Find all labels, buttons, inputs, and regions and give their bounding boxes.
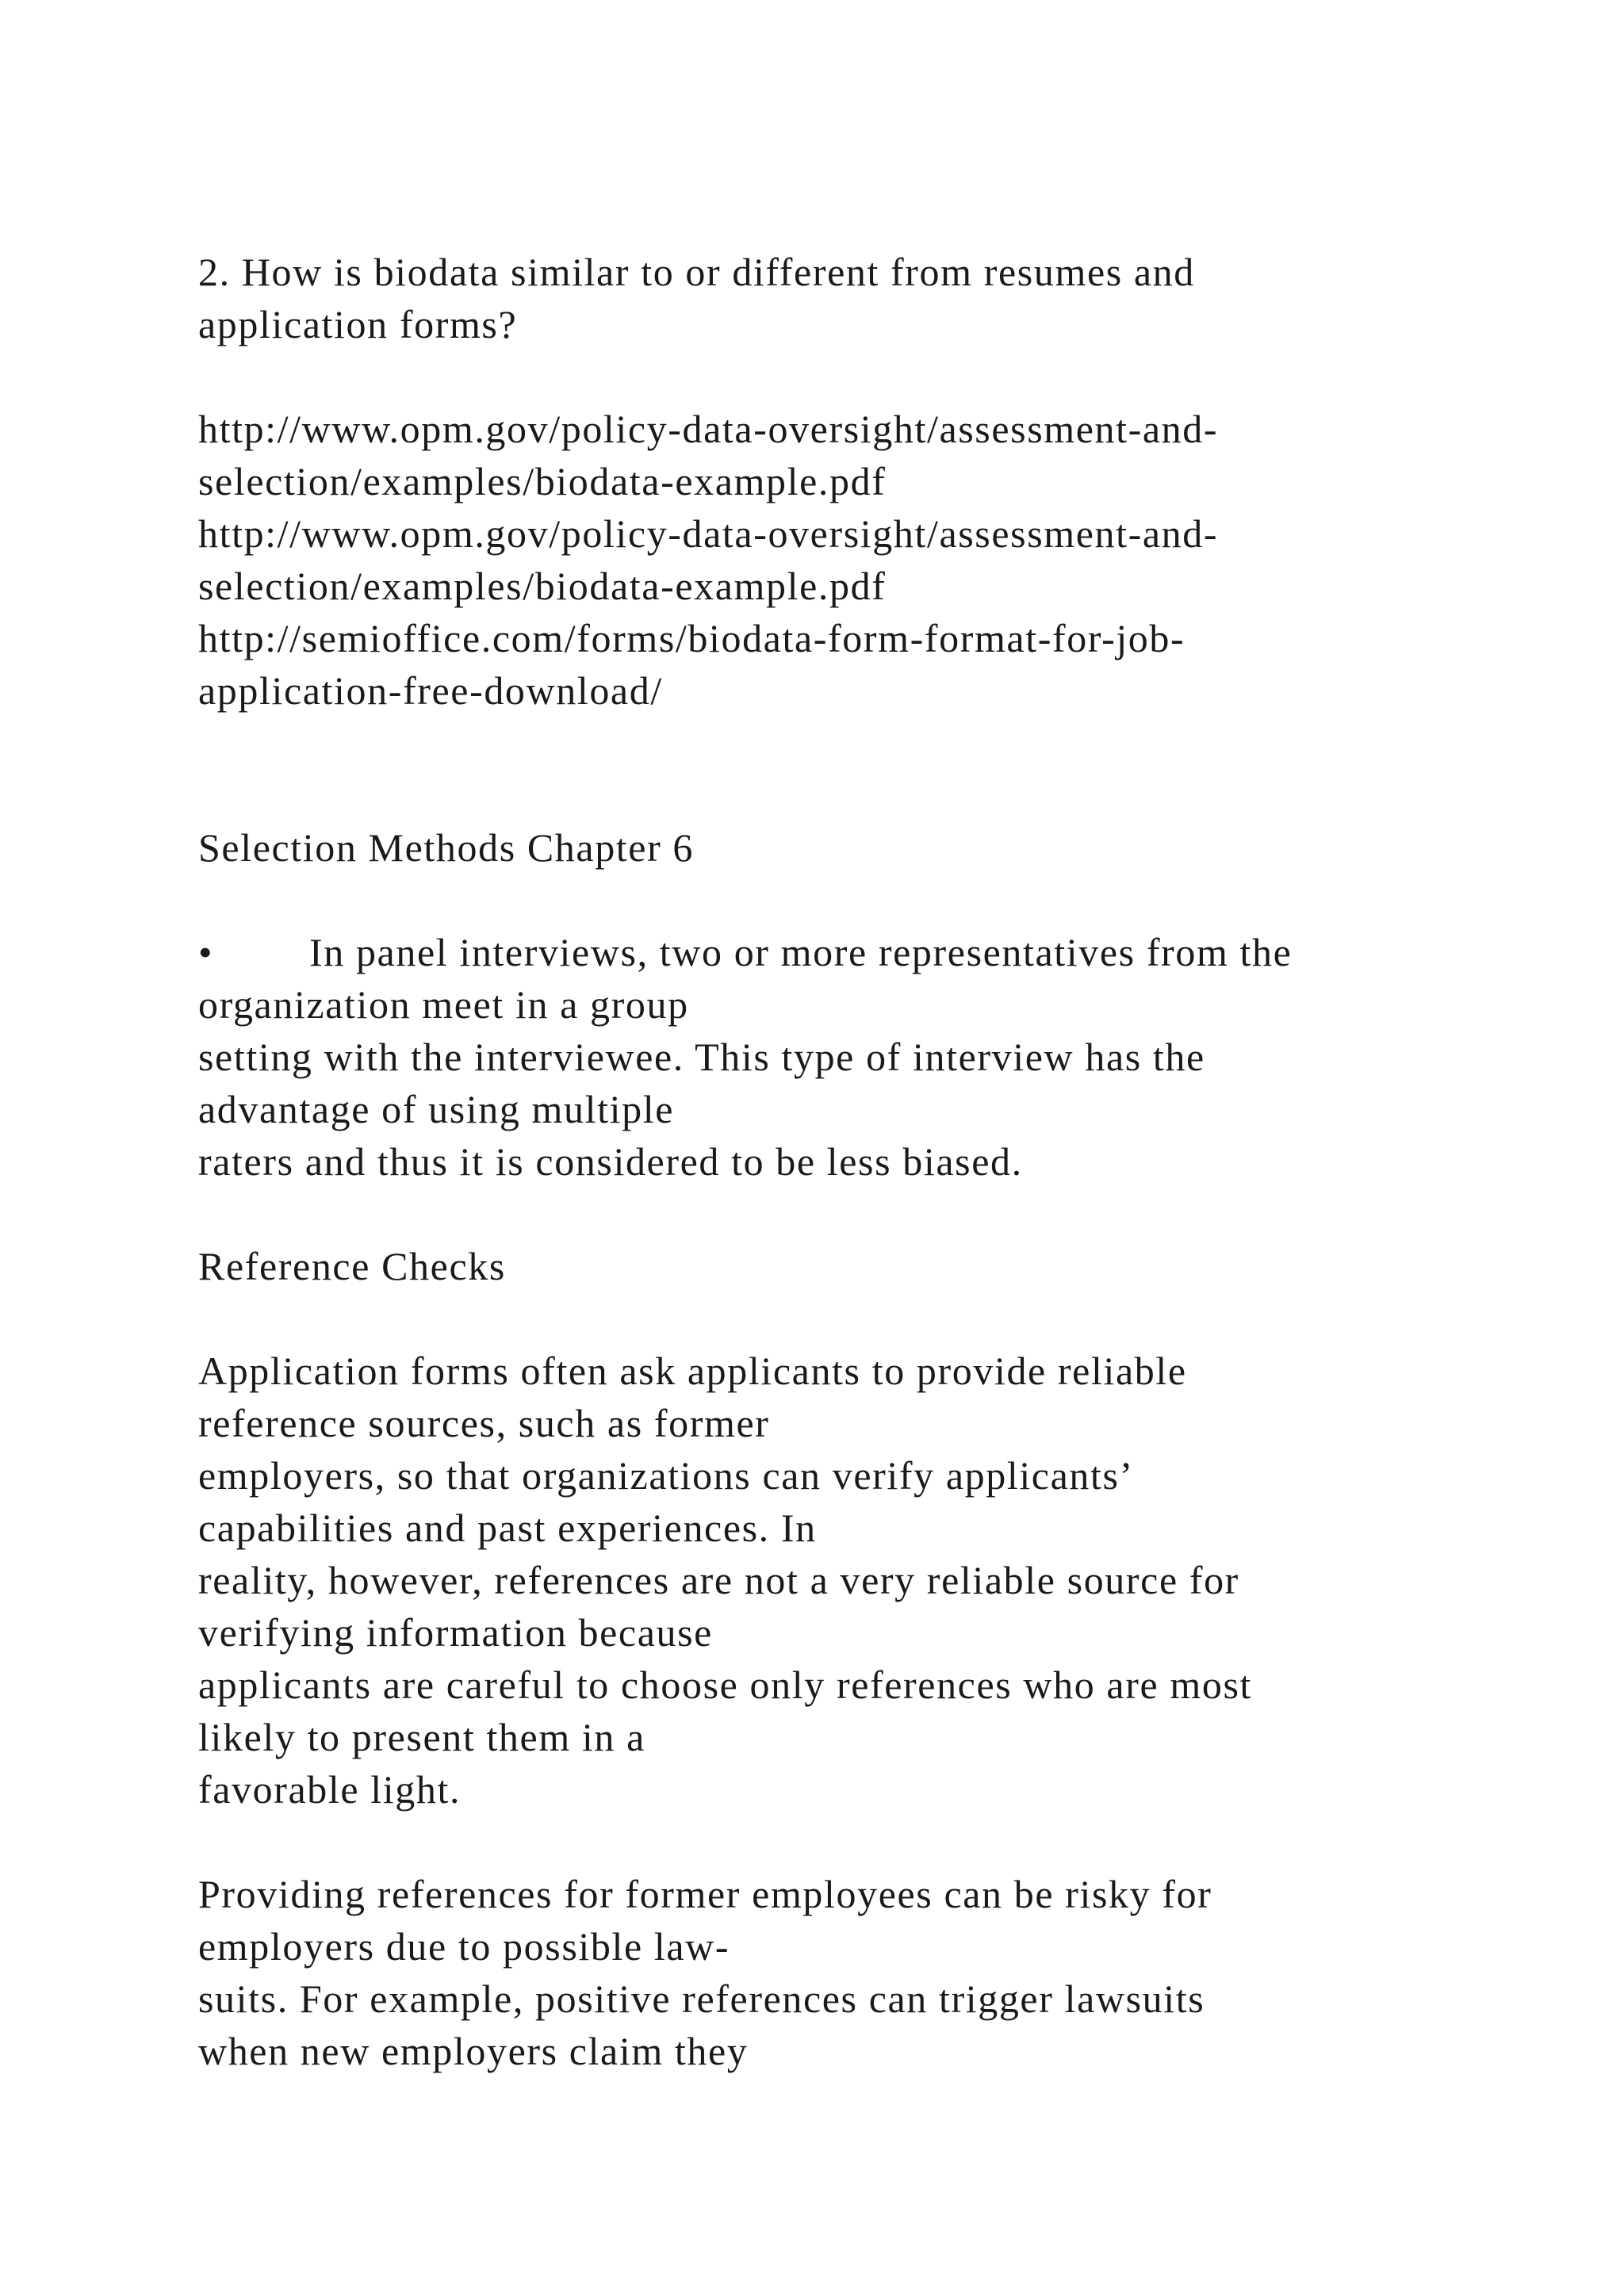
question-paragraph	[198, 246, 1546, 350]
bullet-line: advantage of using multiple	[198, 1087, 675, 1131]
bullet-line: raters and thus it is considered to be less biased.	[198, 1139, 1023, 1184]
bullet-first-line	[198, 926, 1546, 978]
paragraph-line: employers due to possible law-	[198, 1924, 730, 1969]
reference-checks-heading: Reference Checks	[198, 1244, 506, 1288]
paragraph-line: Providing references for former employees can be risky for	[198, 1872, 1212, 1916]
link-line: selection/examples/biodata-example.pdf	[198, 459, 887, 503]
link-line: selection/examples/biodata-example.pdf	[198, 564, 887, 608]
document-page	[198, 246, 1546, 2077]
bullet-mark: •	[198, 930, 214, 974]
paragraph-line: verifying information because	[198, 1610, 713, 1655]
question-line: application forms?	[198, 302, 518, 346]
bullet-line: organization meet in a group	[198, 982, 689, 1027]
paragraph-line: suits. For example, positive references can trigger lawsuits	[198, 1976, 1205, 2021]
reference-paragraph-1	[198, 1345, 1546, 1816]
link-line: http://www.opm.gov/policy-data-oversight/assessment-and-	[198, 407, 1219, 451]
section-title: Selection Methods Chapter 6	[198, 825, 695, 870]
link-line: http://www.opm.gov/policy-data-oversight/assessment-and-	[198, 511, 1219, 556]
bullet-text: In panel interviews, two or more representatives from the	[309, 930, 1293, 974]
paragraph-line: favorable light.	[198, 1767, 462, 1812]
paragraph-line: reference sources, such as former	[198, 1401, 770, 1445]
bullet-line: setting with the interviewee. This type of interview has the	[198, 1035, 1205, 1079]
paragraph-line: reality, however, references are not a very reliable source for	[198, 1558, 1239, 1602]
paragraph-line: employers, so that organizations can verify applicants’	[198, 1453, 1134, 1498]
paragraph-line: applicants are careful to choose only references who are most	[198, 1663, 1252, 1707]
question-line: 2. How is biodata similar to or different from resumes and	[198, 250, 1195, 294]
link-list	[198, 403, 1546, 717]
link-line: application-free-download/	[198, 668, 663, 713]
paragraph-line: Application forms often ask applicants to provide reliable	[198, 1349, 1187, 1393]
reference-paragraph-2	[198, 1868, 1546, 2077]
link-line: http://semioffice.com/forms/biodata-form-format-for-job-	[198, 616, 1185, 660]
paragraph-line: likely to present them in a	[198, 1715, 645, 1759]
paragraph-line: capabilities and past experiences. In	[198, 1506, 817, 1550]
paragraph-line: when new employers claim they	[198, 2029, 749, 2073]
bullet-paragraph	[198, 926, 1546, 1188]
